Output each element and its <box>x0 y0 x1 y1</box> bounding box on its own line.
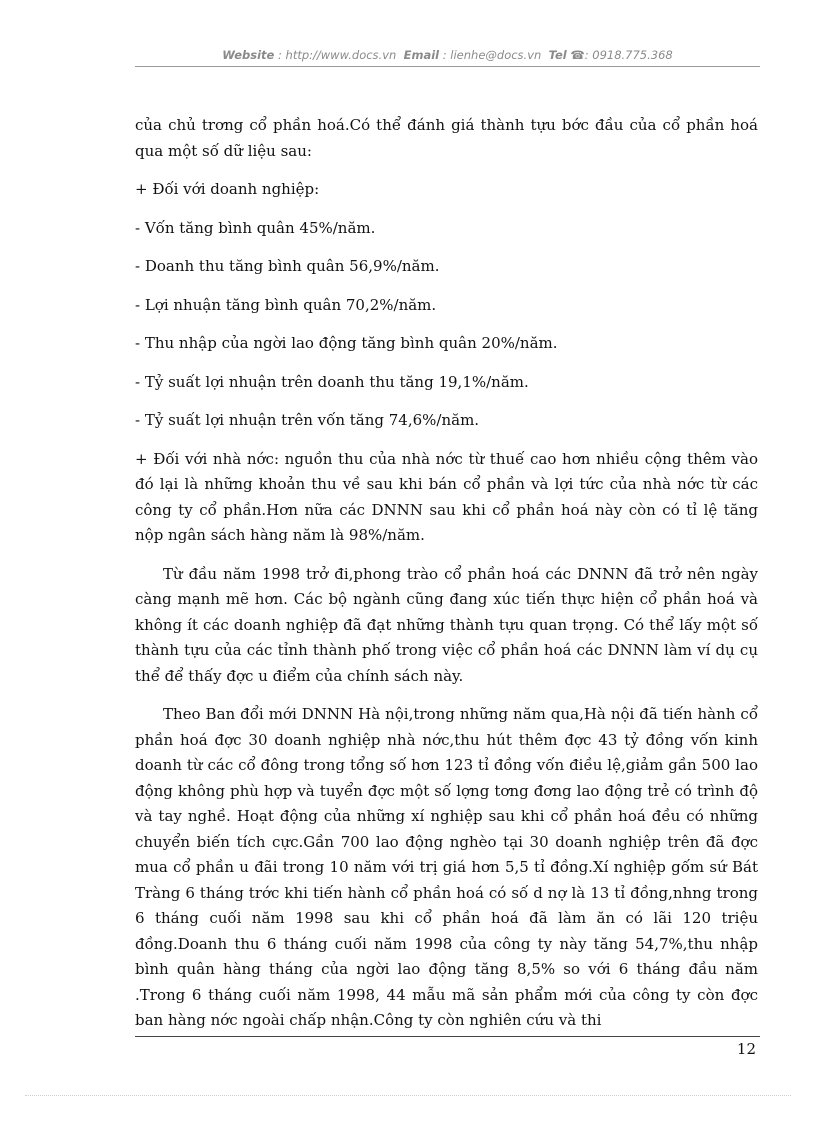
list-item: - Vốn tăng bình quân 45%/năm. <box>135 218 376 237</box>
document-body <box>135 113 758 1034</box>
list-item: - Lợi nhuận tăng bình quân 70,2%/năm. <box>135 295 437 314</box>
website-label: Website <box>222 48 275 62</box>
list-heading-enterprise: + Đối với doanh nghiệp: <box>135 180 320 198</box>
paragraph-state: + Đối với nhà nớc: nguồn thu của nhà nớc từ thuế cao hơn nhiều cộng thêm vào đó lại là những khoản thu về sau khi bán cổ phần và lợi tức của nhà nớc từ các công ty cổ phần.Hơn nữa các DNNN sau khi cổ phần hoá này còn có tỉ lệ tăng nộp ngân sách hàng năm là 98%/năm. <box>135 449 758 544</box>
paragraph-hanoi: Theo Ban đổi mới DNNN Hà nội,trong những năm qua,Hà nội đã tiến hành cổ phần hoá đợc 30 doanh nghiệp nhà nớc,thu hút thêm đợc 43 tỷ đồng vốn kinh doanh từ các cổ đông trong tổng số hơn 123 tỉ đồng vốn điều lệ,giảm gần 500 lao động không phù hợp và tuyển đợc một số lợng tơng đơng lao động trẻ có trình độ và tay nghề. Hoạt động của những xí nghiệp sau khi cổ phần hoá đều có những chuyển biến tích cực.Gần 700 lao động nghèo tại 30 doanh nghiệp trên đã đợc mua cổ phần u đãi trong 10 năm với trị giá hơn 5,5 tỉ đồng.Xí nghiệp gốm sứ Bát Tràng 6 tháng trớc khi tiến hành cổ phần hoá có số d nợ là 13 tỉ đồng,nhng trong 6 tháng cuối năm 1998 sau khi cổ phần hoá đã làm ăn có lãi 120 triệu đồng.Doanh thu 6 tháng cuối năm 1998 của công ty này tăng 54,7%,thu nhập bình quân hàng tháng của ngời lao động tăng 8,5% so với 6 tháng đầu năm .Trong 6 tháng cuối năm 1998, 44 mẫu mã sản phẩm mới của công ty còn đợc ban hàng nớc ngoài chấp nhận.Công ty còn nghiên cứu và thi <box>135 705 758 1029</box>
email-value: : lienhe@docs.vn <box>442 48 542 62</box>
page-header <box>135 48 760 62</box>
phone-icon: ☎ <box>570 48 585 62</box>
list-item: - Tỷ suất lợi nhuận trên vốn tăng 74,6%/năm. <box>135 411 480 429</box>
page-number: 12 <box>736 1040 756 1058</box>
footer-rule <box>135 1036 760 1037</box>
email-label: Email <box>403 48 440 62</box>
header-rule <box>135 66 760 67</box>
list-item: - Doanh thu tăng bình quân 56,9%/năm. <box>135 257 440 275</box>
list-item: - Tỷ suất lợi nhuận trên doanh thu tăng 19,1%/năm. <box>135 372 529 391</box>
tel-value: : 0918.775.368 <box>584 48 673 62</box>
website-value: : http://www.docs.vn <box>278 48 397 62</box>
list-item: - Thu nhập của ngời lao động tăng bình quân 20%/năm. <box>135 334 558 352</box>
paragraph-1998: Từ đầu năm 1998 trở đi,phong trào cổ phần hoá các DNNN đã trở nên ngày càng mạnh mẽ hơn. Các bộ ngành cũng đang xúc tiến thực hiện cổ phần hoá và không ít các doanh nghiệp đã đạt những thành tựu quan trọng. Có thể lấy một số thành tựu của các tỉnh thành phố trong việc cổ phần hoá các DNNN làm ví dụ cụ thể để thấy đợc u điểm của chính sách này. <box>135 564 758 685</box>
paragraph-intro: của chủ trơng cổ phần hoá.Có thể đánh giá thành tựu bớc đầu của cổ phần hoá qua một số dữ liệu sau: <box>135 116 758 160</box>
tel-label: Tel <box>548 48 567 62</box>
page-bottom-divider <box>25 1095 791 1096</box>
